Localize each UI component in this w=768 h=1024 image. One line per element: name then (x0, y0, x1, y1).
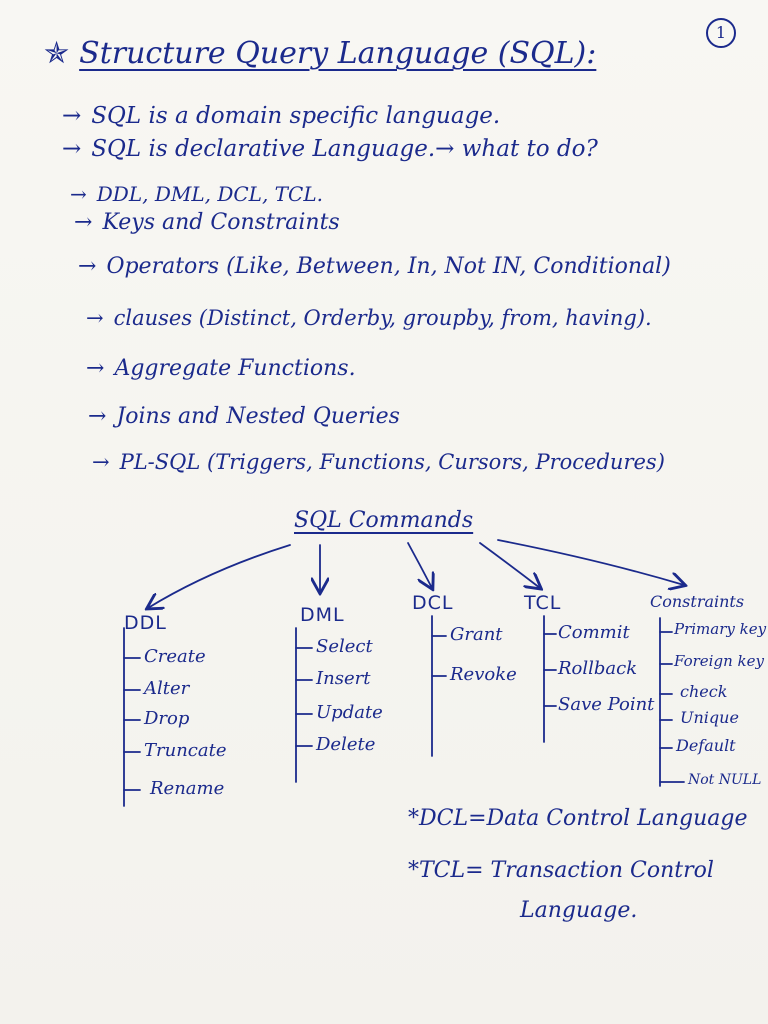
bullet-text: SQL is a domain specific language. (91, 103, 501, 129)
constraints-item: Primary key (674, 620, 767, 638)
arrow-icon: → (86, 356, 105, 381)
ddl-item: Truncate (144, 740, 227, 761)
constraints-item: Unique (680, 708, 739, 727)
note-dcl: *DCL=Data Control Language (408, 806, 748, 831)
bullet-text: Operators (Like, Between, In, Not IN, Conditional) (106, 254, 671, 279)
arrow-to-dcl (408, 543, 432, 588)
constraints-item: Default (676, 736, 736, 755)
ddl-item: Alter (144, 678, 190, 699)
tcl-item: Commit (558, 622, 630, 643)
constraints-item: check (680, 682, 728, 701)
bullet-text: PL-SQL (Triggers, Functions, Cursors, Procedures) (119, 450, 665, 474)
category-dcl: DCL (412, 592, 454, 614)
arrow-icon: → (92, 450, 110, 474)
arrow-icon: → (88, 404, 107, 429)
arrow-icon: → (74, 210, 93, 235)
arrow-icon: → (62, 136, 82, 162)
tcl-item: Rollback (558, 658, 638, 679)
arrow-to-ddl (148, 545, 290, 608)
bullet-text: DDL, DML, DCL, TCL. (96, 182, 323, 206)
dcl-item: Revoke (450, 664, 517, 685)
category-constraints: Constraints (650, 592, 745, 611)
arrow-icon: → (62, 103, 82, 129)
bullet-text: Aggregate Functions. (114, 356, 356, 381)
dcl-item: Grant (450, 624, 503, 645)
page-number: 1 (706, 18, 736, 48)
bullet-text: Keys and Constraints (102, 210, 340, 235)
constraints-item: Not NULL (688, 772, 762, 788)
ddl-item: Create (144, 646, 206, 667)
dml-item: Select (316, 636, 373, 657)
ddl-item: Drop (144, 708, 190, 729)
constraints-item: Foreign key (674, 652, 764, 670)
arrow-icon: → (86, 306, 104, 330)
bullet-text: clauses (Distinct, Orderby, groupby, from, having). (113, 306, 652, 330)
dml-item: Insert (316, 668, 371, 689)
category-tcl: TCL (524, 592, 562, 614)
arrow-icon: → (78, 254, 97, 279)
ddl-item: Rename (150, 778, 225, 799)
bullet-text: SQL is declarative Language.→ what to do? (91, 136, 598, 162)
note-tcl: *TCL= Transaction Control (408, 858, 714, 883)
category-ddl: DDL (124, 612, 167, 634)
tree-root-label: SQL Commands (294, 508, 474, 533)
dml-item: Delete (316, 734, 376, 755)
arrow-to-tcl (480, 543, 540, 588)
arrow-icon: → (70, 182, 87, 206)
star-icon: ✯ (44, 36, 70, 71)
dml-item: Update (316, 702, 383, 723)
category-dml: DML (300, 604, 345, 626)
bullet-text: Joins and Nested Queries (116, 404, 400, 429)
page-title-text: Structure Query Language (SQL): (79, 36, 597, 71)
tcl-item: Save Point (558, 694, 655, 715)
note-tcl-continued: Language. (520, 898, 638, 923)
